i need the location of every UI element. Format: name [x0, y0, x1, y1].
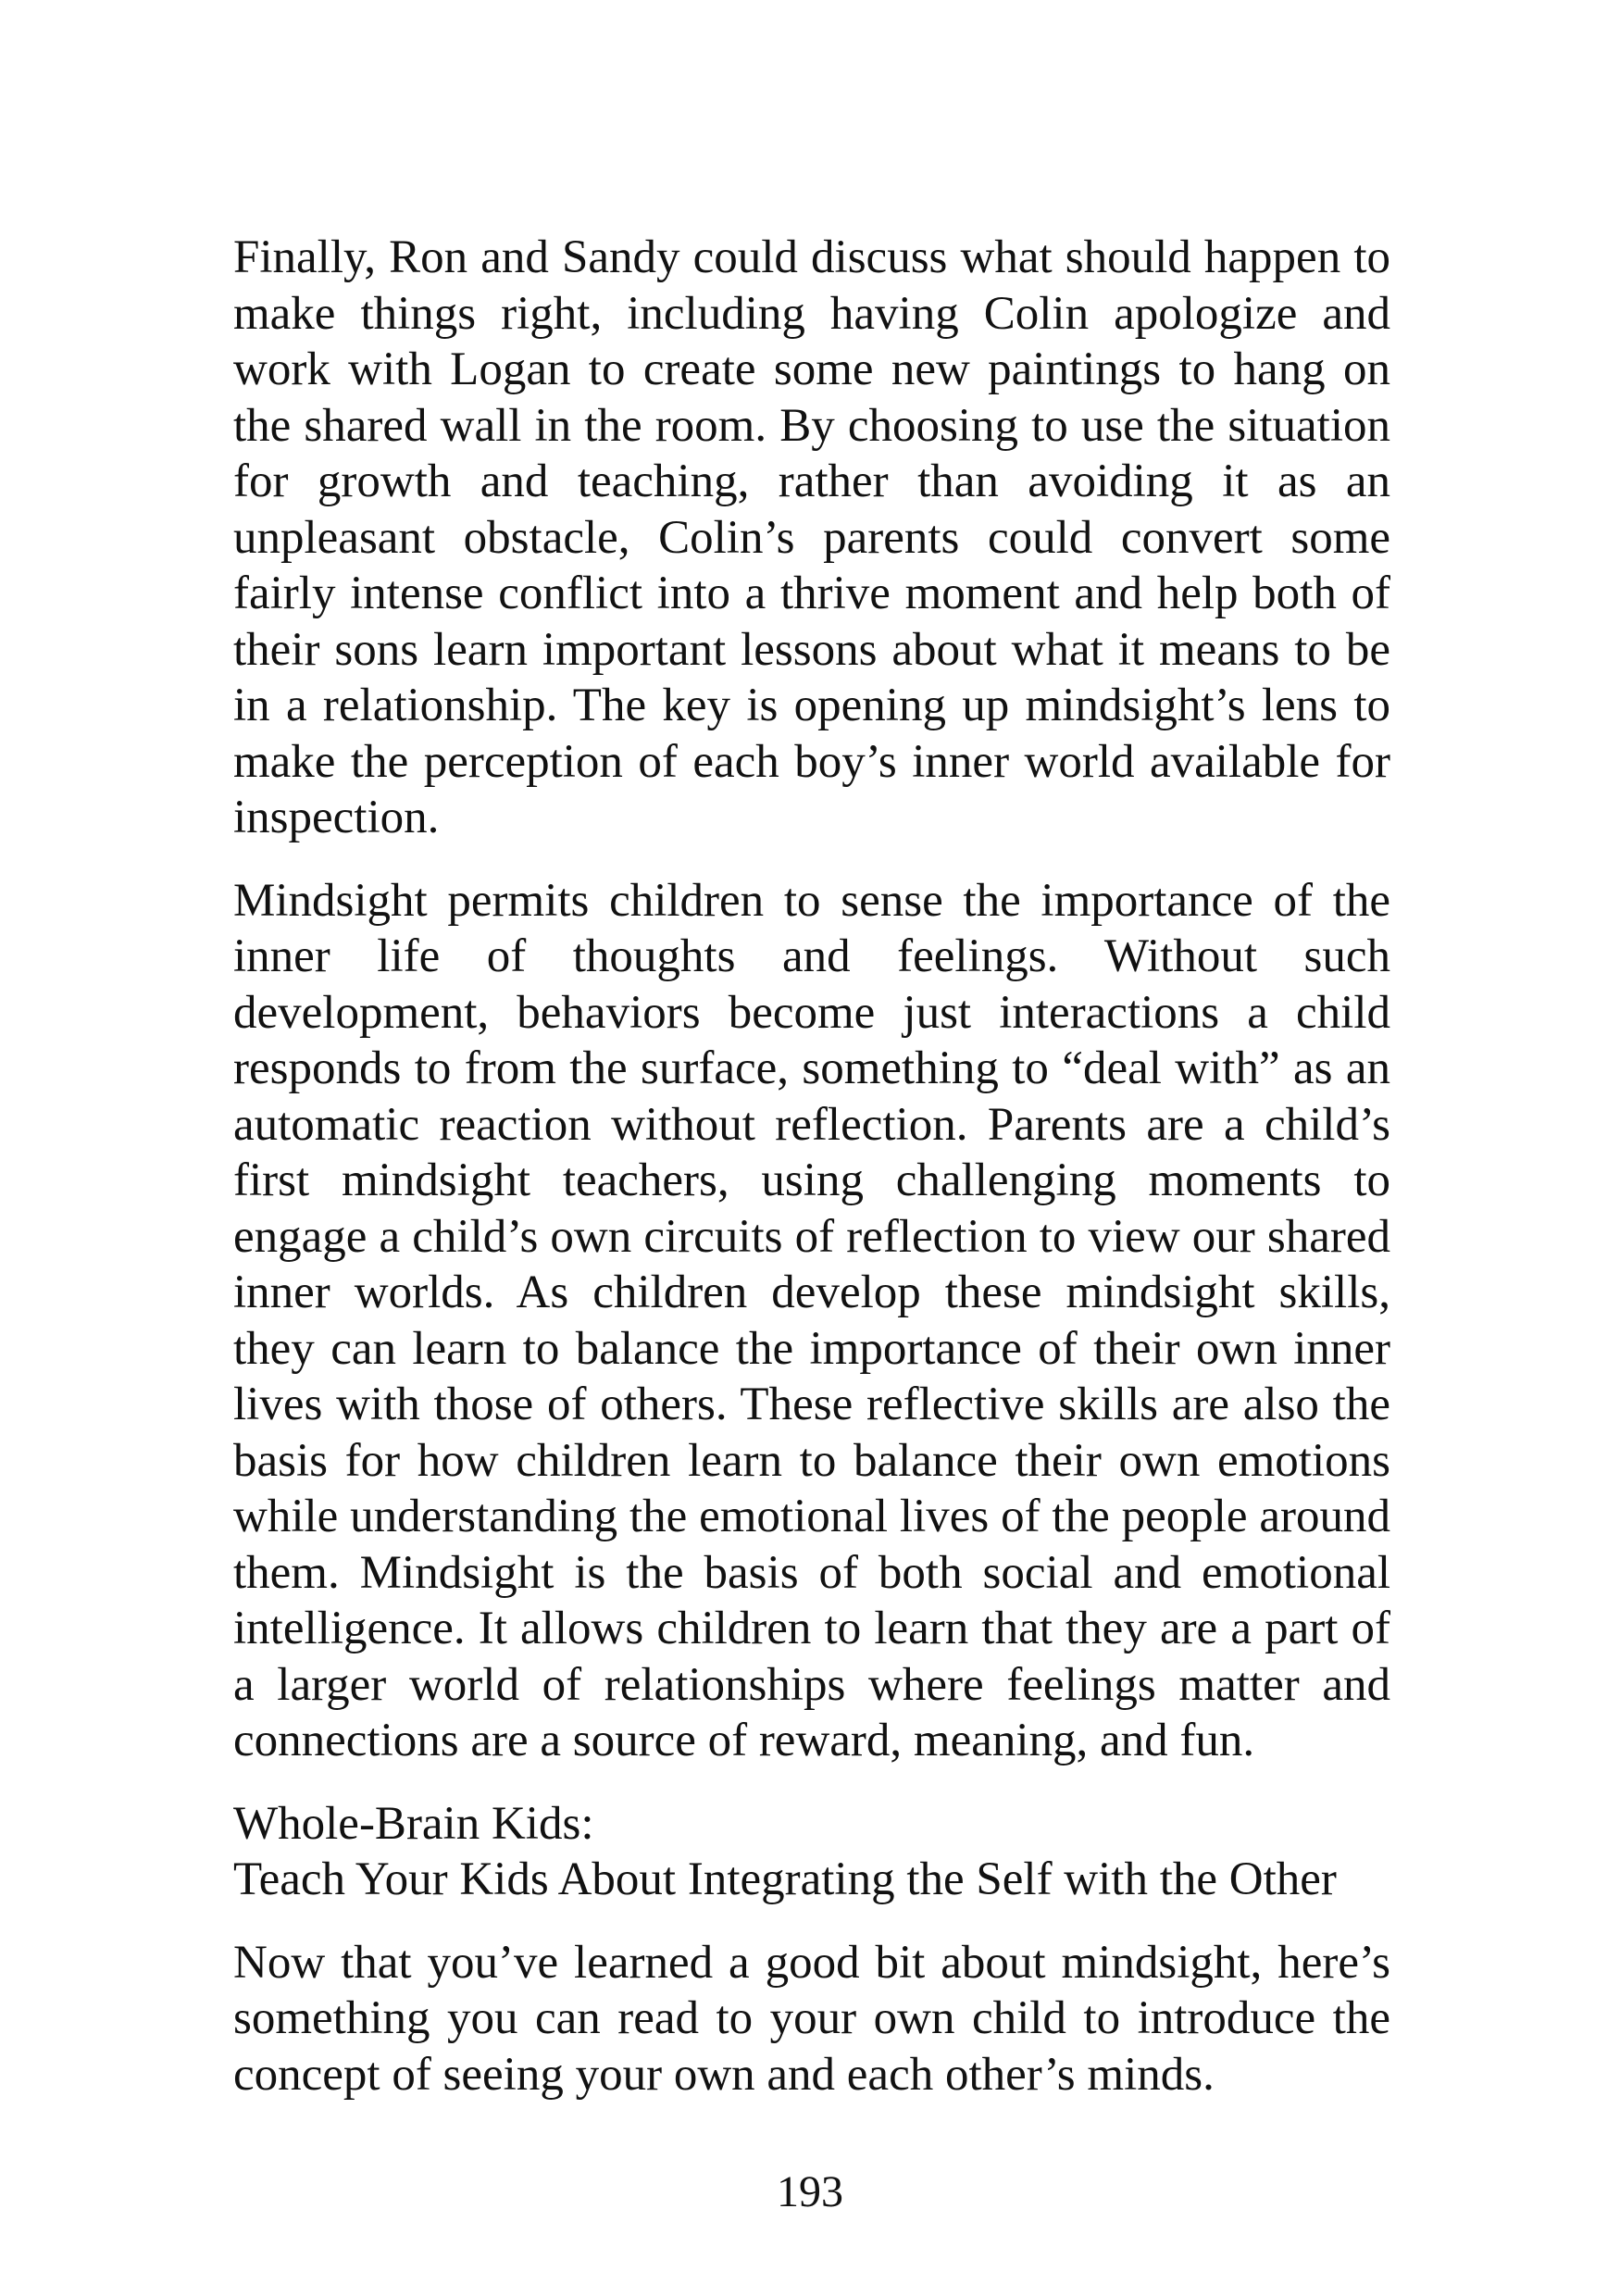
page-number: 193 [777, 2167, 843, 2216]
section-heading-line-1: Whole-Brain Kids: [233, 1797, 594, 1850]
paragraph-3: Now that you’ve learned a good bit about mindsight, here’s something you can read to your own child to introduce the concept of seeing your own and each other’s minds. [233, 1936, 1390, 2101]
section-heading [233, 1796, 1390, 1908]
paragraph-1: Finally, Ron and Sandy could discuss what should happen to make things right, including having Colin apologize and work with Logan to create some new paintings to hang on the shared wall in the room. By choosing to use the situation for growth and teaching, rather than avoiding it as an unpleasant obstacle, Colin’s parents could convert some fairly intense conflict into a thrive moment and help both of their sons learn important lessons about what it means to be in a relationship. The key is opening up mindsight’s lens to make the perception of each boy’s inner world available for inspection. [233, 231, 1390, 843]
section-heading-line-2: Teach Your Kids About Integrating the Self with the Other [233, 1853, 1337, 1905]
paragraph-2: Mindsight permits children to sense the importance of the inner life of thoughts and feelings. Without such development, behaviors become just interactions a child responds to from the surface, something to “deal with” as an automatic reaction without reflection. Parents are a child’s first mindsight teachers, using challenging moments to engage a child’s own circuits of reflection to view our shared inner worlds. As children develop these mindsight skills, they can learn to balance the importance of their own inner lives with those of others. These reflective skills are also the basis for how children learn to balance their own emotions while understanding the emotional lives of the people around them. Mindsight is the basis of both social and emotional intelligence. It allows children to learn that they are a part of a larger world of relationships where feelings matter and connections are a source of reward, meaning, and fun. [233, 874, 1390, 1766]
body-text [233, 230, 1390, 2129]
